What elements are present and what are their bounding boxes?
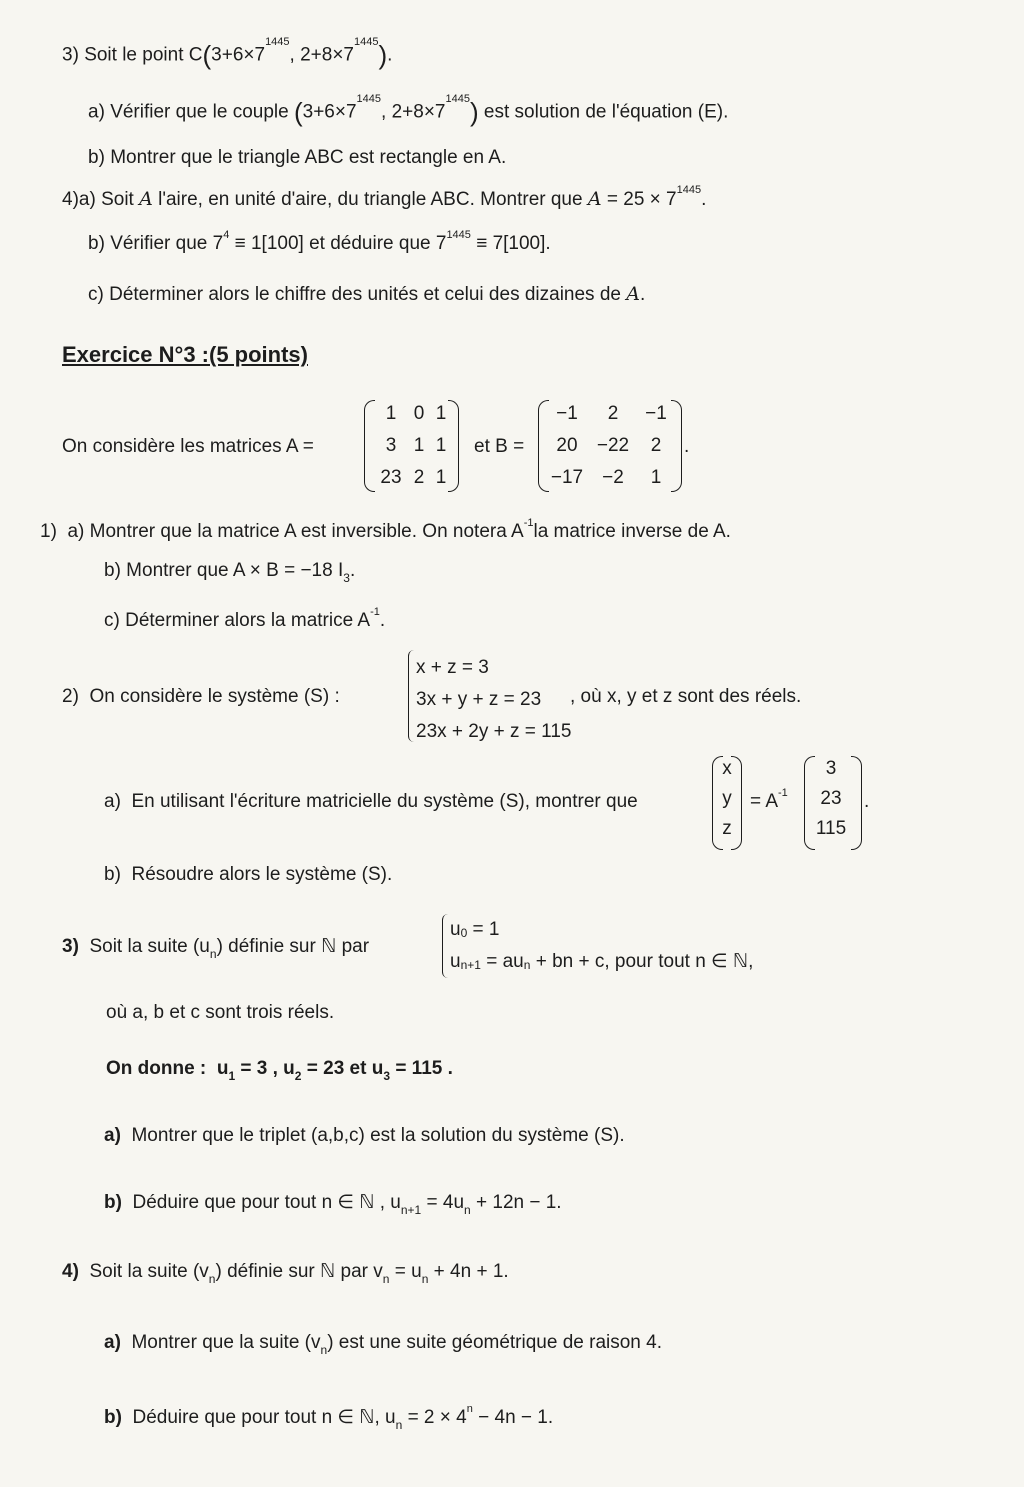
question-3b-line: b) Déduire que pour tout n ∈ ℕ , $u_{n+1} = 4u_n + 12n - 1$. bbox=[104, 1192, 562, 1218]
question-label: 4) bbox=[62, 1261, 79, 1282]
question-text: = u bbox=[394, 1261, 422, 1282]
question-text: Soit la suite (u bbox=[89, 936, 210, 957]
matrix-a-cell: 1 bbox=[413, 435, 425, 456]
question-text: Soit bbox=[101, 189, 134, 210]
vector-equation bbox=[750, 787, 788, 814]
question-text: + 12n − 1. bbox=[476, 1192, 562, 1213]
question-label: a) bbox=[88, 101, 105, 123]
question-text: Vérifier que 7 bbox=[110, 233, 224, 254]
coord-part: , 2+8×7 bbox=[289, 44, 354, 66]
question-text: = 4u bbox=[426, 1192, 465, 1213]
question-label: c) bbox=[88, 284, 104, 305]
coord-part: 3+6×7 bbox=[302, 101, 357, 123]
question-text: Déduire que pour tout n ∈ ℕ , u bbox=[132, 1192, 401, 1213]
system-equation: x + z = 3 bbox=[416, 657, 489, 678]
vector-entry: 23 bbox=[820, 788, 842, 809]
question-text: c) Déterminer alors la matrice A bbox=[104, 610, 371, 631]
question-3-given: On donne : $u_1 = 3$ , $u_2 = 23$ et $u_3 = 115$ . bbox=[106, 1058, 453, 1084]
question-text: Montrer que la suite (v bbox=[131, 1332, 321, 1353]
question-label: 1) bbox=[40, 521, 57, 542]
question-4-line: 4) Soit la suite $(v_n)$ définie sur ℕ par $v_n = u_n + 4n + 1$. bbox=[62, 1261, 509, 1287]
matrix-b-cell: 20 bbox=[556, 435, 578, 456]
matrix-a bbox=[364, 400, 459, 492]
question-text: la matrice inverse de A. bbox=[533, 521, 731, 542]
question-text: Soit le point C bbox=[84, 44, 203, 66]
question-text: est solution de l'équation (E). bbox=[483, 101, 729, 123]
system-after: , où x, y et z sont des réels. bbox=[570, 686, 802, 707]
area-symbol: A bbox=[587, 188, 602, 210]
question-2b-line bbox=[104, 864, 392, 887]
question-label: b) bbox=[104, 1192, 122, 1213]
given-values: = 3 , u bbox=[240, 1058, 295, 1079]
question-2a-line bbox=[104, 791, 638, 814]
question-3-line: 3) Soit la suite $(u_n)$ définie sur ℕ par bbox=[62, 936, 370, 962]
exponent: 1445 bbox=[445, 93, 470, 105]
question-text: b) Montrer que A × B = −18 I bbox=[104, 560, 344, 581]
question-label: 4)a) bbox=[62, 189, 96, 210]
question-text: Vérifier que le couple bbox=[110, 101, 289, 123]
question-label: 2) bbox=[62, 686, 79, 707]
question-text: Montrer que le triplet (a,b,c) est la solution du système (S). bbox=[131, 1125, 625, 1146]
area-symbol: A bbox=[626, 283, 640, 305]
question-text: Résoudre alors le système (S). bbox=[131, 864, 393, 885]
sequence-init: = 1 bbox=[472, 919, 500, 940]
question-1c-line: c) Déterminer alors la matrice $A^{-1}$. bbox=[104, 606, 386, 631]
matrix-a-cell: 1 bbox=[435, 403, 447, 424]
question-label: 3) bbox=[62, 936, 79, 957]
matrix-a-cell: 1 bbox=[435, 467, 447, 488]
exponent: 1445 bbox=[676, 184, 702, 196]
matrix-a-cell: 1 bbox=[385, 403, 397, 424]
vector-entry: z bbox=[722, 818, 732, 839]
matrices-intro: On considère les matrices A = bbox=[62, 436, 314, 457]
question-label: 3) bbox=[62, 44, 79, 66]
coord-part: 3+6×7 bbox=[211, 44, 266, 66]
matrices-et: et B = bbox=[474, 436, 525, 457]
question-3b-line bbox=[88, 147, 506, 170]
system-equation: 3x + y + z = 23 bbox=[416, 689, 542, 710]
question-text: a) Montrer que la matrice A est inversible. On notera A bbox=[67, 521, 524, 542]
vector-entry: y bbox=[722, 788, 732, 809]
sequence-definition: $u_0 = 1$ $u_{n+1} = au_n$ + bn + c, pour tout n ∈ ℕ, bbox=[450, 919, 754, 972]
vector-entry: 115 bbox=[815, 818, 847, 839]
given-label: On donne : bbox=[106, 1058, 207, 1079]
matrix-b-cell: −1 bbox=[645, 403, 667, 424]
question-text: Déduire que pour tout n ∈ ℕ, u bbox=[132, 1407, 396, 1428]
matrix-a-cell: 2 bbox=[413, 467, 425, 488]
given-values: = 115 . bbox=[395, 1058, 453, 1079]
question-text: − 4n − 1. bbox=[478, 1407, 554, 1428]
exponent: n bbox=[466, 1403, 473, 1415]
exponent: -1 bbox=[523, 517, 534, 529]
question-text: ) est une suite géométrique de raison 4. bbox=[327, 1332, 662, 1353]
matrix-a-cell: 0 bbox=[413, 403, 425, 424]
sequence-rec: + bn + c, pour tout n ∈ ℕ, bbox=[535, 951, 754, 972]
matrix-b-cell: −2 bbox=[602, 467, 624, 488]
equals-a: = A bbox=[750, 791, 778, 812]
matrix-b-cell: −1 bbox=[556, 403, 578, 424]
matrix-b-cell: −17 bbox=[550, 467, 584, 488]
question-label: a) bbox=[104, 1332, 121, 1353]
matrix-a-cell: 23 bbox=[380, 467, 402, 488]
question-3a-line bbox=[104, 1125, 625, 1148]
system-s bbox=[416, 652, 571, 748]
exponent: 1445 bbox=[356, 93, 382, 105]
question-label: b) bbox=[104, 864, 121, 885]
subscript: 3 bbox=[343, 571, 350, 586]
question-text: Montrer que le triangle ABC est rectangle en A. bbox=[110, 147, 507, 168]
question-label: a) bbox=[104, 791, 121, 812]
congruence: ≡ 7[100]. bbox=[476, 233, 551, 254]
exercise-heading: Exercice N°3 :(5 points) bbox=[62, 342, 308, 367]
question-2-line bbox=[62, 686, 340, 709]
question-4a-line: 4)a) Soit A l'aire, en unité d'aire, du triangle ABC. Montrer que $A = 25 \times 7^{1445}$. bbox=[62, 184, 707, 210]
coord-part: , 2+8×7 bbox=[381, 101, 446, 123]
matrix-a-cell: 3 bbox=[385, 435, 397, 456]
sequence-rec: = au bbox=[486, 951, 524, 972]
question-4b-line: b) Déduire que pour tout n ∈ ℕ, $u_n = 2 \times 4^n - 4n - 1$. bbox=[104, 1403, 554, 1433]
given-values: = 23 et u bbox=[306, 1058, 384, 1079]
question-text: On considère le système (S) : bbox=[89, 686, 340, 707]
congruence: ≡ 1[100] bbox=[234, 233, 304, 254]
question-1b-line: b) Montrer que A × B = −18 $I_3$. bbox=[104, 560, 356, 586]
question-3-line: 3) Soit le point $C(3+6\times 7^{1445}$, $2+8\times 7^{1445}$). bbox=[62, 36, 393, 70]
exponent: 1445 bbox=[446, 229, 471, 241]
matrix-a-cell: 1 bbox=[435, 435, 447, 456]
question-text: et déduire que 7 bbox=[309, 233, 447, 254]
question-text: = 2 × 4 bbox=[407, 1407, 467, 1428]
question-text: Déterminer alors le chiffre des unités et celui des dizaines de bbox=[109, 284, 621, 305]
question-4b-line bbox=[88, 229, 551, 256]
question-3a-line: a) Vérifier que le couple ($3+6\times 7^{1445}$, $2+8\times 7^{1445}$) est solution de l'équation (E). bbox=[88, 93, 729, 127]
vector-constants bbox=[804, 756, 862, 850]
equation: = 25 × 7 bbox=[606, 189, 677, 210]
question-label: a) bbox=[104, 1125, 121, 1146]
question-text: En utilisant l'écriture matricielle du système (S), montrer que bbox=[131, 791, 638, 812]
vector-entry: x bbox=[722, 758, 732, 779]
question-text: ) définie sur ℕ par v bbox=[215, 1261, 383, 1282]
exponent: 1445 bbox=[265, 36, 290, 48]
question-label: b) bbox=[104, 1407, 122, 1428]
question-3-reals: où a, b et c sont trois réels. bbox=[106, 1002, 335, 1023]
matrix-b-cell: 2 bbox=[650, 435, 662, 456]
question-4c-line: c) Déterminer alors le chiffre des unités et celui des dizaines de A. bbox=[88, 283, 646, 305]
exponent: 1445 bbox=[354, 36, 379, 48]
exponent: -1 bbox=[778, 787, 788, 799]
area-symbol: A bbox=[139, 188, 153, 210]
matrix-b-cell: 1 bbox=[650, 467, 662, 488]
question-text: ) définie sur ℕ par bbox=[216, 936, 370, 957]
question-text: l'aire, en unité d'aire, du triangle ABC. Montrer que bbox=[158, 189, 583, 210]
question-label: b) bbox=[88, 233, 105, 254]
question-4a-line: a) Montrer que la suite $(v_n)$ est une suite géométrique de raison 4. bbox=[104, 1332, 662, 1358]
vector-xyz bbox=[712, 756, 742, 850]
question-text: Soit la suite (v bbox=[89, 1261, 209, 1282]
exponent: -1 bbox=[370, 606, 380, 618]
matrix-b-cell: 2 bbox=[607, 403, 619, 424]
matrix-b-cell: −22 bbox=[596, 435, 630, 456]
matrix-b bbox=[538, 400, 682, 492]
question-1a-line bbox=[40, 517, 731, 544]
exponent: 4 bbox=[223, 229, 230, 241]
question-label: b) bbox=[88, 147, 105, 168]
vector-entry: 3 bbox=[825, 758, 837, 779]
question-text: + 4n + 1. bbox=[433, 1261, 509, 1282]
system-equation: 23x + 2y + z = 115 bbox=[416, 721, 572, 742]
